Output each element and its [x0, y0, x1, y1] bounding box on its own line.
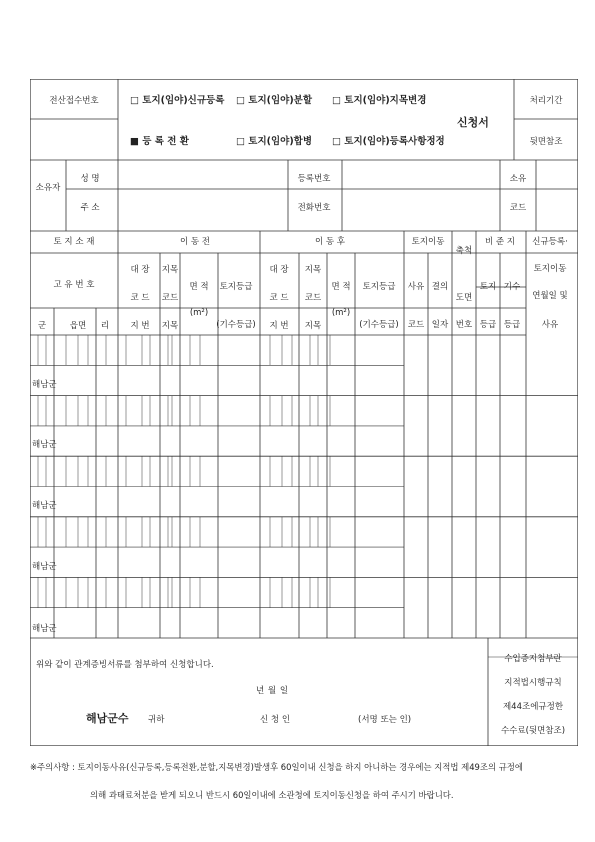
new-reg-header-1: 신규등록· [532, 237, 568, 247]
lot-no-header: 지 번 [130, 321, 150, 331]
after-grade-header-1: 토지등급 [362, 282, 396, 292]
owner-address-label: 주 소 [80, 203, 100, 213]
stamp-label: 수입증지첨부란 [504, 654, 562, 664]
jimok-header: 지목 [161, 321, 179, 331]
owner-code-label-1: 소유 [509, 174, 527, 184]
attachment-statement: 위와 같이 관계증빙서류를 첨부하여 신청합니다. [36, 660, 214, 670]
fee-line-2: 제44조에규정한 [502, 702, 564, 712]
base-grade-header-2: 등급 [503, 320, 521, 330]
land-grade-header-1: 토지 [479, 282, 497, 292]
honorific: 귀하 [148, 715, 165, 725]
land-location-header: 토 지 소 재 [53, 237, 95, 247]
new-reg-header-2: 토지이동 [533, 264, 567, 274]
processing-period-value: 뒷면참조 [529, 137, 563, 147]
jimok-code-header-1: 지목 [161, 265, 179, 275]
after-change-header: 이 동 후 [314, 237, 346, 247]
grade-header-1: 토지등급 [219, 282, 253, 292]
form-title: 신청서 [457, 116, 489, 129]
resolve-date-header-2: 일자 [431, 320, 449, 330]
resolve-date-header-1: 결의 [431, 282, 449, 292]
fee-line-3: 수수료(뒷면참조) [500, 726, 566, 736]
standard-land-header: 비 준 지 [484, 237, 516, 247]
after-jimok-code-header-1: 지목 [304, 265, 322, 275]
notice-line-2: 의해 과태료처분을 받게 되오니 반드시 60일이내에 소관청에 토지이동신청을 하여 주시기 바랍니다. [90, 790, 454, 800]
grade-header-2: (기수등급) [216, 320, 256, 330]
map-no-header-1: 도면 [455, 293, 473, 303]
new-reg-header-3: 연월일 및 [532, 291, 568, 301]
row-county-1: 해남군 [32, 380, 57, 390]
after-area-header-2: (m²) [331, 308, 351, 318]
eupmyeon-header: 읍면 [69, 321, 87, 331]
applicant-label: 신 청 인 [260, 715, 291, 725]
reason-code-header-1: 사유 [407, 282, 425, 292]
area-header-1: 면 적 [189, 282, 209, 292]
land-grade-header-2: 등급 [479, 320, 497, 330]
option-land-category-change[interactable]: □ 토지(임야)지목변경 [332, 95, 427, 106]
map-no-header-2: 번호 [455, 320, 473, 330]
option-registration-conversion[interactable]: ■ 등 록 전 환 [130, 136, 189, 147]
new-reg-header-4: 사유 [541, 320, 559, 330]
reason-code-header-2: 코드 [407, 320, 425, 330]
ri-header: 리 [100, 321, 110, 331]
unique-no-header: 고 유 번 호 [53, 280, 95, 290]
option-merger[interactable]: □ 토지(임야)합병 [236, 136, 313, 147]
row-county-4: 해남군 [32, 562, 57, 572]
after-ledger-code-header-2: 코 드 [269, 293, 289, 303]
notice-line-1: ※주의사항 : 토지이동사유(신규등록,등록전환,분할,지목변경)발생후 60일이내 신청을 하지 아니하는 경우에는 지적법 제49조의 규정에 [30, 762, 523, 772]
row-county-3: 해남군 [32, 501, 57, 511]
option-registration-correction[interactable]: □ 토지(임야)등록사항정정 [332, 136, 445, 147]
base-grade-header-1: 기수 [503, 282, 521, 292]
fee-line-1: 지적법시행규칙 [504, 678, 562, 688]
row-county-5: 해남군 [32, 624, 57, 634]
after-area-header-1: 면 적 [331, 282, 351, 292]
gun-header: 군 [37, 321, 47, 331]
receipt-no-label: 전산접수번호 [49, 96, 99, 106]
land-change-header: 토지이동 [411, 237, 445, 247]
option-new-registration[interactable]: □ 토지(임야)신규등록 [130, 95, 225, 106]
ledger-code-header-1: 대 장 [130, 265, 150, 275]
option-subdivision[interactable]: □ 토지(임야)분할 [236, 95, 313, 106]
addressee: 해남군수 [86, 712, 129, 725]
reg-no-label: 등록번호 [297, 174, 331, 184]
owner-label: 소유자 [35, 183, 61, 193]
after-grade-header-2: (기수등급) [359, 320, 399, 330]
after-jimok-header: 지목 [304, 321, 322, 331]
after-ledger-code-header-1: 대 장 [269, 265, 289, 275]
processing-period-label: 처리기간 [529, 96, 563, 106]
before-change-header: 이 동 전 [179, 237, 211, 247]
ledger-code-header-2: 코 드 [130, 293, 150, 303]
phone-label: 전화번호 [297, 203, 331, 213]
owner-code-label-2: 코드 [509, 203, 527, 213]
signature-label[interactable]: (서명 또는 인) [358, 715, 412, 725]
scale-header: 축척 [455, 246, 473, 256]
jimok-code-header-2: 코드 [161, 293, 179, 303]
land-movement-application-form [30, 79, 578, 746]
row-county-2: 해남군 [32, 440, 57, 450]
after-lot-no-header: 지 번 [269, 321, 289, 331]
owner-name-label: 성 명 [80, 174, 100, 184]
application-date[interactable]: 년 월 일 [256, 686, 289, 696]
after-jimok-code-header-2: 코드 [304, 293, 322, 303]
area-header-2: (m²) [189, 308, 209, 318]
